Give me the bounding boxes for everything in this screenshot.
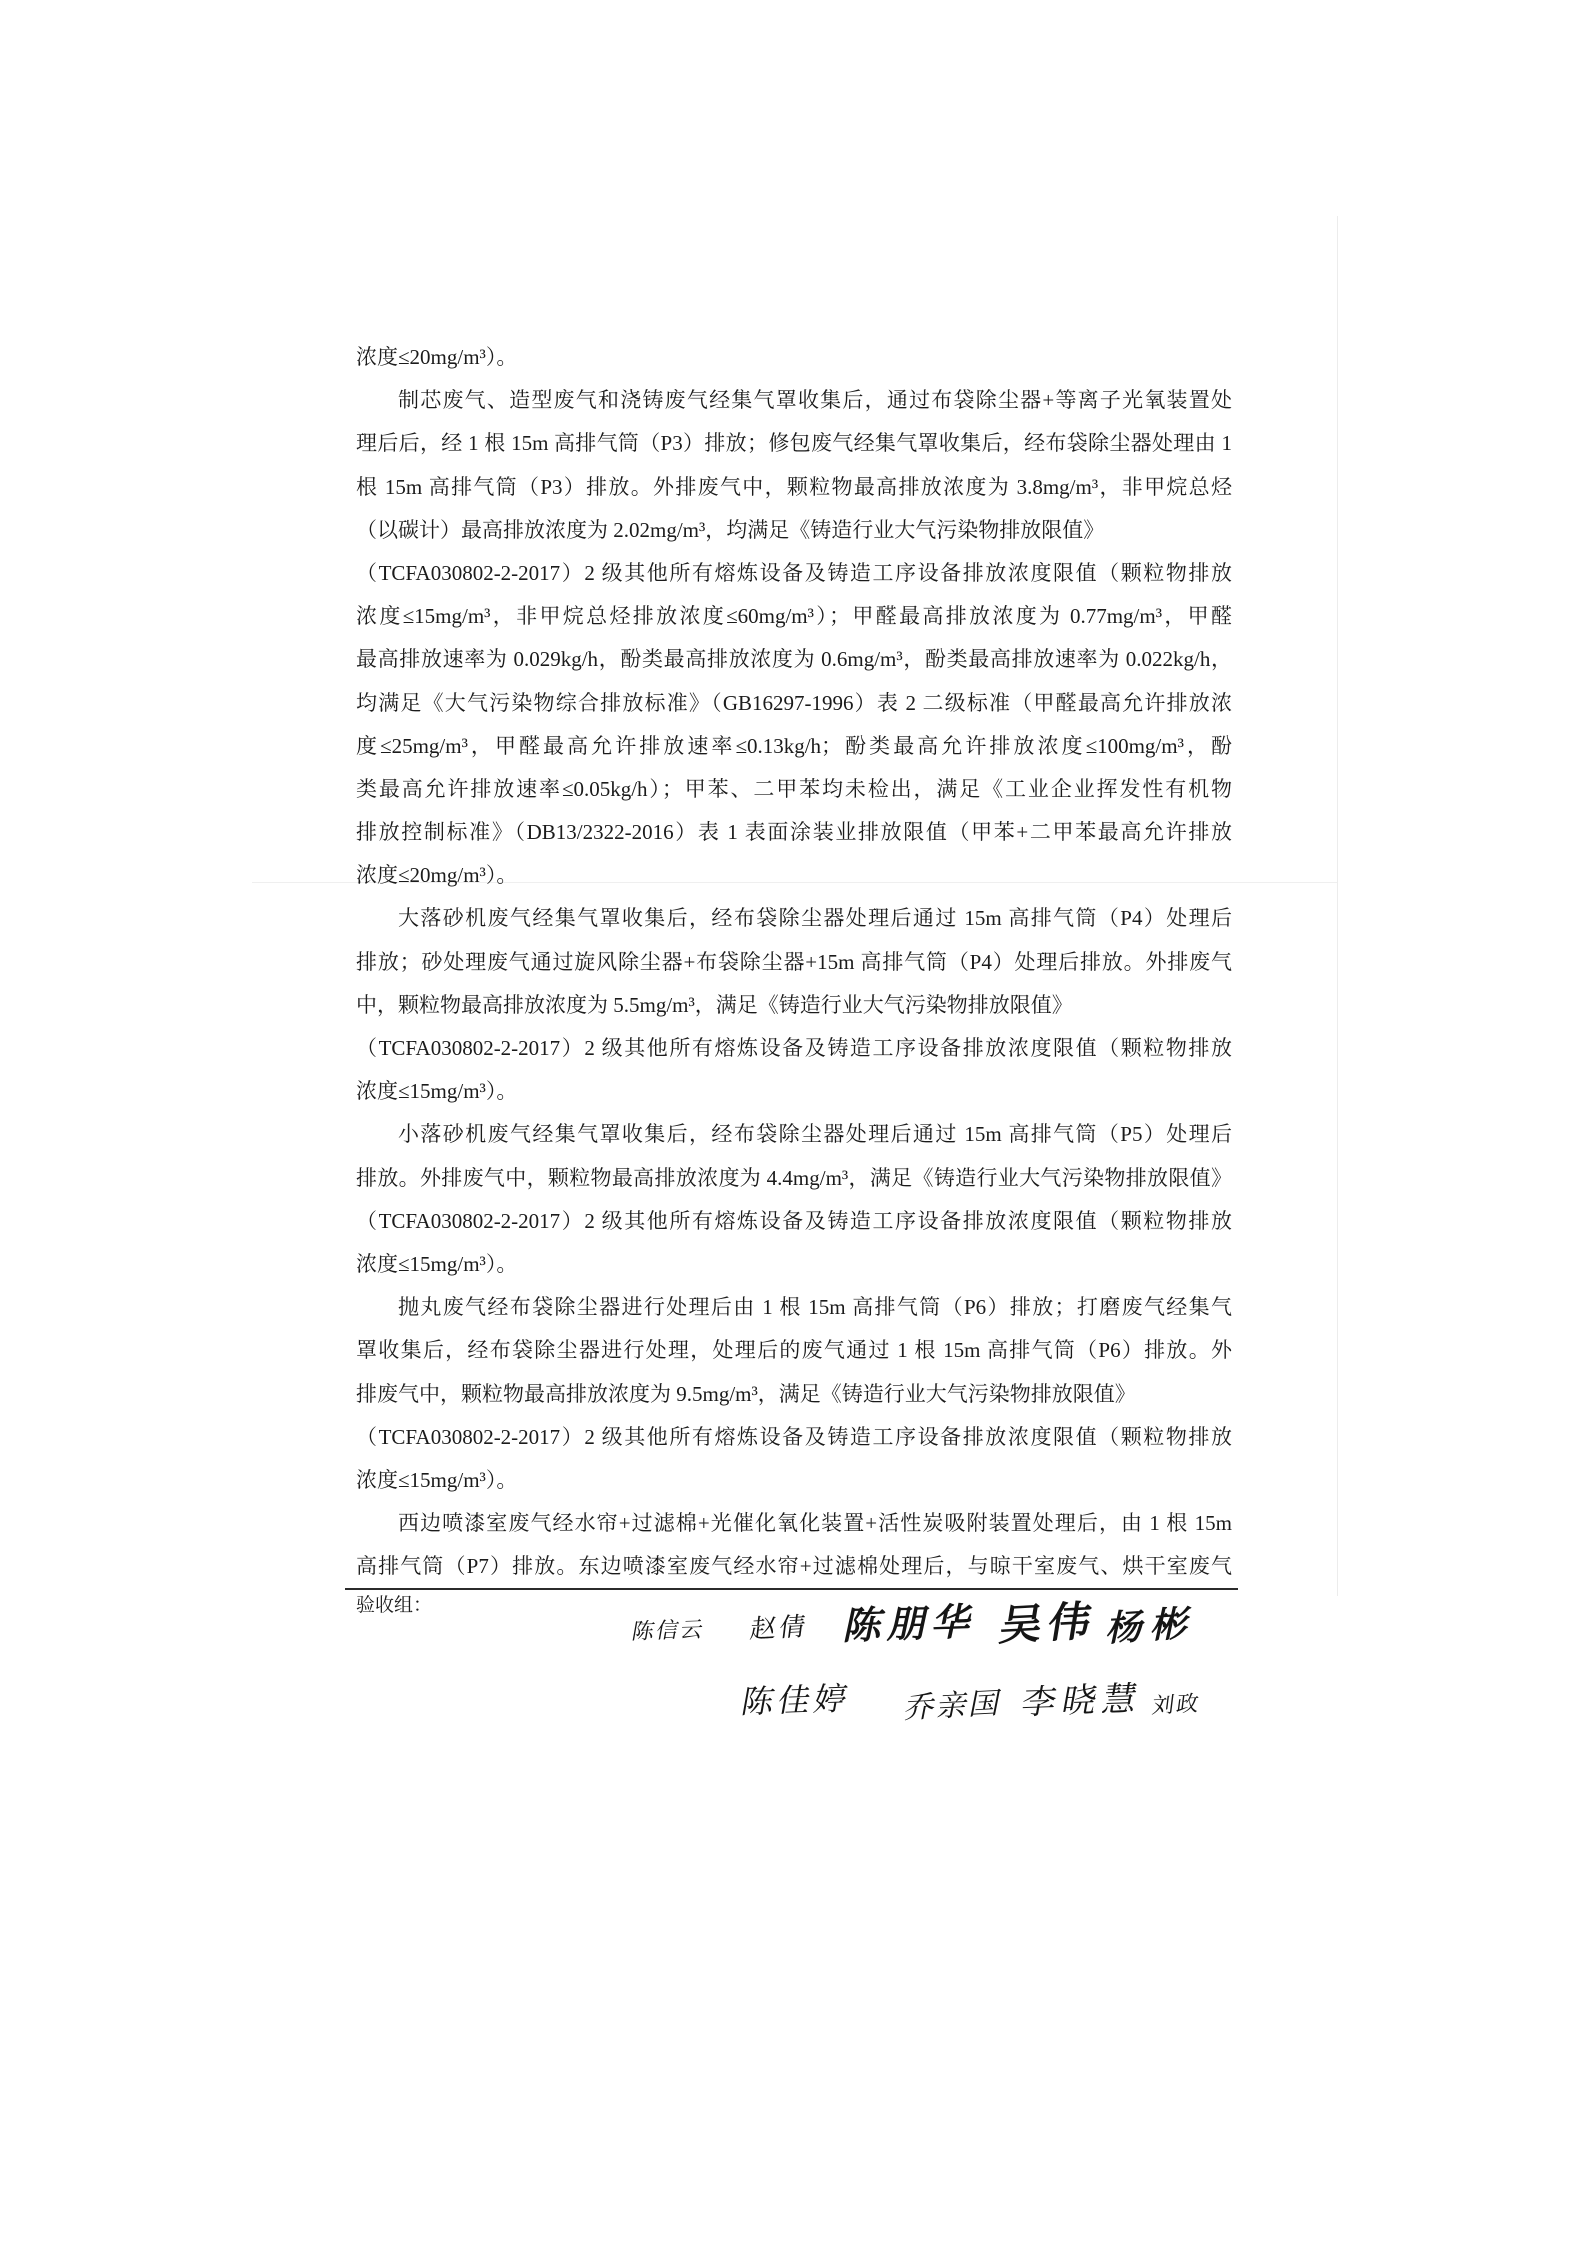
text-line: 根 15m 高排气筒（P3）排放。外排废气中，颗粒物最高排放浓度为 3.8mg/m³，非甲烷总烃: [356, 474, 1232, 499]
text-line: 排放控制标准》（DB13/2322-2016）表 1 表面涂装业排放限值（甲苯+二甲苯最高允许排放: [356, 820, 1232, 845]
text-line: （TCFA030802-2-2017）2 级其他所有熔炼设备及铸造工序设备排放浓度限值（颗粒物排放: [356, 1424, 1232, 1449]
text-line: 制芯废气、造型废气和浇铸废气经集气罩收集后，通过布袋除尘器+等离子光氧装置处: [398, 388, 1232, 413]
text-line: 均满足《大气污染物综合排放标准》（GB16297-1996）表 2 二级标准（甲醛最高允许排放浓: [356, 690, 1232, 715]
text-line: 中，颗粒物最高排放浓度为 5.5mg/m³，满足《铸造行业大气污染物排放限值》: [356, 992, 1073, 1017]
handwritten-signature: 刘政: [1150, 1691, 1203, 1719]
text-line: 高排气筒（P7）排放。东边喷漆室废气经水帘+过滤棉处理后，与晾干室废气、烘干室废气: [356, 1554, 1232, 1579]
paragraph: [356, 336, 1232, 379]
text-line: 抛丸废气经布袋除尘器进行处理后由 1 根 15m 高排气筒（P6）排放；打磨废气经集气: [398, 1295, 1232, 1320]
section-divider: [345, 1588, 1238, 1590]
text-line: 度≤25mg/m³，甲醛最高允许排放速率≤0.13kg/h；酚类最高允许排放浓度≤100mg/m³，酚: [356, 733, 1232, 758]
handwritten-signature: 吴伟: [996, 1596, 1101, 1650]
text-line: （TCFA030802-2-2017）2 级其他所有熔炼设备及铸造工序设备排放浓度限值（颗粒物排放: [356, 1208, 1232, 1233]
text-line: 浓度≤15mg/m³）。: [356, 1079, 518, 1104]
text-line: 浓度≤15mg/m³，非甲烷总烃排放浓度≤60mg/m³）；甲醛最高排放浓度为 0.77mg/m³，甲醛: [356, 604, 1232, 629]
text-line: 最高排放速率为 0.029kg/h，酚类最高排放浓度为 0.6mg/m³，酚类最高排放速率为 0.022kg/h，: [356, 647, 1232, 672]
text-line: 西边喷漆室废气经水帘+过滤棉+光催化氧化装置+活性炭吸附装置处理后，由 1 根 15m: [398, 1511, 1232, 1536]
handwritten-signature: 乔亲国: [901, 1686, 1006, 1726]
paragraph: [356, 1113, 1232, 1286]
document-body-text: [356, 336, 1232, 1588]
paragraph: [356, 379, 1232, 897]
handwritten-signature: 陈朋华: [840, 1598, 984, 1648]
text-line: 类最高允许排放速率≤0.05kg/h）；甲苯、二甲苯均未检出，满足《工业企业挥发性有机物: [356, 776, 1232, 801]
text-line: 浓度≤20mg/m³）。: [356, 345, 518, 369]
paragraph: [356, 1502, 1232, 1588]
text-line: 排废气中，颗粒物最高排放浓度为 9.5mg/m³，满足《铸造行业大气污染物排放限值》: [356, 1381, 1136, 1406]
text-line: 大落砂机废气经集气罩收集后，经布袋除尘器处理后通过 15m 高排气筒（P4）处理后: [398, 906, 1232, 931]
handwritten-signature: 李晓慧: [1018, 1678, 1147, 1723]
text-line: （以碳计）最高排放浓度为 2.02mg/m³，均满足《铸造行业大气污染物排放限值》: [356, 517, 1105, 542]
handwritten-signature: 赵倩: [748, 1611, 811, 1645]
text-line: 小落砂机废气经集气罩收集后，经布袋除尘器处理后通过 15m 高排气筒（P5）处理后: [398, 1122, 1232, 1147]
text-line: 排放；砂处理废气通过旋风除尘器+布袋除尘器+15m 高排气筒（P4）处理后排放。外排废气: [356, 949, 1232, 974]
text-line: 理后后，经 1 根 15m 高排气筒（P3）排放；修包废气经集气罩收集后，经布袋除尘器处理由 1: [356, 431, 1232, 456]
text-line: （TCFA030802-2-2017）2 级其他所有熔炼设备及铸造工序设备排放浓度限值（颗粒物排放: [356, 1036, 1232, 1060]
handwritten-signature: 陈佳婷: [738, 1679, 855, 1721]
handwritten-signature: 陈信云: [629, 1617, 707, 1645]
text-line: （TCFA030802-2-2017）2 级其他所有熔炼设备及铸造工序设备排放浓度限值（颗粒物排放: [356, 560, 1232, 585]
acceptance-group-label: 验收组：: [356, 1595, 433, 1616]
handwritten-signature: 杨彬: [1103, 1601, 1203, 1650]
text-line: 浓度≤20mg/m³）。: [356, 863, 518, 888]
paragraph: [356, 1286, 1232, 1502]
text-line: 浓度≤15mg/m³）。: [356, 1251, 518, 1276]
text-line: 浓度≤15mg/m³）。: [356, 1467, 518, 1492]
paragraph: [356, 897, 1232, 1113]
scan-edge-line: [1337, 216, 1338, 1596]
text-line: 排放。外排废气中，颗粒物最高排放浓度为 4.4mg/m³，满足《铸造行业大气污染物排放限值》: [356, 1165, 1232, 1190]
text-line: 罩收集后，经布袋除尘器进行处理，处理后的废气通过 1 根 15m 高排气筒（P6）排放。外: [356, 1338, 1232, 1363]
